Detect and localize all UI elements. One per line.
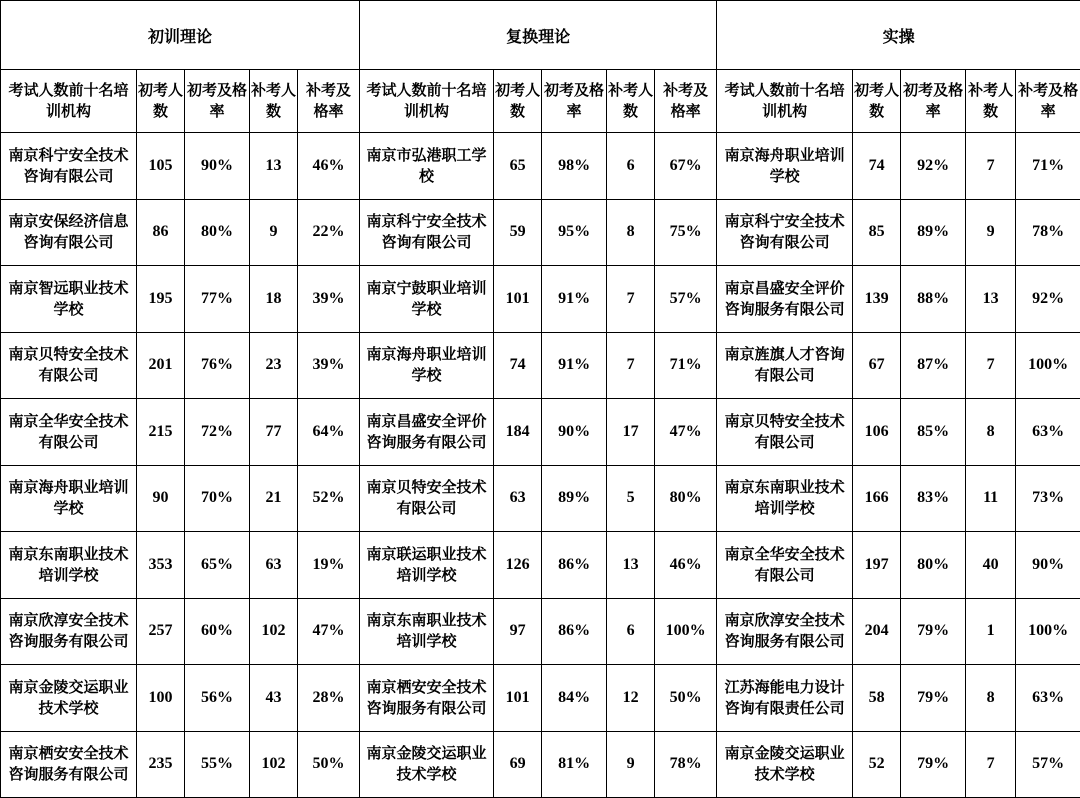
org-name-cell: 南京智远职业技术学校 <box>1 266 137 333</box>
first-count-cell: 74 <box>494 332 542 399</box>
first-rate-cell: 81% <box>542 731 607 798</box>
retake-count-cell: 13 <box>607 532 655 599</box>
retake-rate-cell: 75% <box>655 199 717 266</box>
org-name-cell: 南京全华安全技术有限公司 <box>717 532 853 599</box>
retake-rate-cell: 78% <box>655 731 717 798</box>
retake-count-cell: 43 <box>250 665 298 732</box>
retake-rate-cell: 50% <box>655 665 717 732</box>
org-name-cell: 南京金陵交运职业技术学校 <box>360 731 494 798</box>
column-header-retake-count: 补考人数 <box>250 70 298 133</box>
column-header-retake-rate: 补考及格率 <box>1016 70 1080 133</box>
retake-count-cell: 5 <box>607 465 655 532</box>
org-name-cell: 南京贝特安全技术有限公司 <box>360 465 494 532</box>
first-count-cell: 90 <box>137 465 185 532</box>
retake-count-cell: 13 <box>250 133 298 200</box>
table-row <box>1 598 1080 665</box>
first-count-cell: 105 <box>137 133 185 200</box>
org-name-cell: 南京旌旗人才咨询有限公司 <box>717 332 853 399</box>
first-rate-cell: 60% <box>185 598 250 665</box>
table-row <box>1 665 1080 732</box>
org-name-cell: 南京海舟职业培训学校 <box>717 133 853 200</box>
first-rate-cell: 76% <box>185 332 250 399</box>
column-header-retake-rate: 补考及格率 <box>655 70 717 133</box>
column-header-retake-rate: 补考及格率 <box>298 70 360 133</box>
retake-rate-cell: 90% <box>1016 532 1080 599</box>
retake-count-cell: 8 <box>966 665 1016 732</box>
first-count-cell: 58 <box>853 665 901 732</box>
first-rate-cell: 89% <box>542 465 607 532</box>
org-name-cell: 南京金陵交运职业技术学校 <box>717 731 853 798</box>
column-header-first-count: 初考人数 <box>853 70 901 133</box>
first-rate-cell: 65% <box>185 532 250 599</box>
first-rate-cell: 70% <box>185 465 250 532</box>
retake-rate-cell: 57% <box>655 266 717 333</box>
retake-rate-cell: 57% <box>1016 731 1080 798</box>
table-row <box>1 266 1080 333</box>
retake-count-cell: 7 <box>607 266 655 333</box>
retake-rate-cell: 39% <box>298 332 360 399</box>
org-name-cell: 南京科宁安全技术咨询有限公司 <box>1 133 137 200</box>
first-count-cell: 69 <box>494 731 542 798</box>
retake-count-cell: 7 <box>607 332 655 399</box>
org-name-cell: 南京联运职业技术培训学校 <box>360 532 494 599</box>
first-count-cell: 235 <box>137 731 185 798</box>
first-count-cell: 100 <box>137 665 185 732</box>
org-name-cell: 南京欣淳安全技术咨询服务有限公司 <box>1 598 137 665</box>
first-count-cell: 215 <box>137 399 185 466</box>
first-count-cell: 201 <box>137 332 185 399</box>
retake-rate-cell: 52% <box>298 465 360 532</box>
org-name-cell: 南京科宁安全技术咨询有限公司 <box>717 199 853 266</box>
retake-rate-cell: 50% <box>298 731 360 798</box>
first-count-cell: 63 <box>494 465 542 532</box>
first-rate-cell: 91% <box>542 332 607 399</box>
retake-count-cell: 7 <box>966 731 1016 798</box>
org-name-cell: 南京海舟职业培训学校 <box>360 332 494 399</box>
retake-rate-cell: 64% <box>298 399 360 466</box>
table-row <box>1 532 1080 599</box>
org-name-cell: 南京昌盛安全评价咨询服务有限公司 <box>717 266 853 333</box>
first-count-cell: 197 <box>853 532 901 599</box>
first-rate-cell: 79% <box>901 731 966 798</box>
first-rate-cell: 85% <box>901 399 966 466</box>
first-count-cell: 166 <box>853 465 901 532</box>
retake-rate-cell: 63% <box>1016 665 1080 732</box>
first-rate-cell: 79% <box>901 665 966 732</box>
retake-count-cell: 12 <box>607 665 655 732</box>
retake-count-cell: 13 <box>966 266 1016 333</box>
retake-count-cell: 8 <box>966 399 1016 466</box>
first-rate-cell: 55% <box>185 731 250 798</box>
table-row <box>1 199 1080 266</box>
column-header-retake-count: 补考人数 <box>966 70 1016 133</box>
retake-count-cell: 23 <box>250 332 298 399</box>
org-name-cell: 南京海舟职业培训学校 <box>1 465 137 532</box>
first-count-cell: 97 <box>494 598 542 665</box>
retake-rate-cell: 28% <box>298 665 360 732</box>
group-header-renewal-theory: 复换理论 <box>360 1 717 70</box>
first-rate-cell: 86% <box>542 532 607 599</box>
retake-rate-cell: 78% <box>1016 199 1080 266</box>
first-count-cell: 65 <box>494 133 542 200</box>
first-count-cell: 101 <box>494 665 542 732</box>
first-rate-cell: 98% <box>542 133 607 200</box>
first-rate-cell: 56% <box>185 665 250 732</box>
org-name-cell: 南京金陵交运职业技术学校 <box>1 665 137 732</box>
org-name-cell: 南京东南职业技术培训学校 <box>717 465 853 532</box>
first-rate-cell: 79% <box>901 598 966 665</box>
retake-rate-cell: 63% <box>1016 399 1080 466</box>
column-header-retake-count: 补考人数 <box>607 70 655 133</box>
table-row <box>1 133 1080 200</box>
retake-count-cell: 40 <box>966 532 1016 599</box>
first-rate-cell: 80% <box>185 199 250 266</box>
retake-count-cell: 11 <box>966 465 1016 532</box>
first-count-cell: 126 <box>494 532 542 599</box>
first-rate-cell: 90% <box>185 133 250 200</box>
retake-rate-cell: 47% <box>298 598 360 665</box>
first-rate-cell: 72% <box>185 399 250 466</box>
retake-count-cell: 18 <box>250 266 298 333</box>
column-header-first-rate: 初考及格率 <box>542 70 607 133</box>
first-rate-cell: 91% <box>542 266 607 333</box>
first-count-cell: 74 <box>853 133 901 200</box>
retake-rate-cell: 71% <box>1016 133 1080 200</box>
retake-rate-cell: 92% <box>1016 266 1080 333</box>
org-name-cell: 南京宁鼓职业培训学校 <box>360 266 494 333</box>
first-rate-cell: 83% <box>901 465 966 532</box>
first-count-cell: 204 <box>853 598 901 665</box>
org-name-cell: 南京贝特安全技术有限公司 <box>1 332 137 399</box>
org-name-cell: 南京全华安全技术有限公司 <box>1 399 137 466</box>
table-row <box>1 399 1080 466</box>
column-header-first-rate: 初考及格率 <box>185 70 250 133</box>
org-name-cell: 南京市弘港职工学校 <box>360 133 494 200</box>
retake-count-cell: 63 <box>250 532 298 599</box>
retake-count-cell: 8 <box>607 199 655 266</box>
retake-rate-cell: 73% <box>1016 465 1080 532</box>
retake-count-cell: 9 <box>966 199 1016 266</box>
org-name-cell: 南京昌盛安全评价咨询服务有限公司 <box>360 399 494 466</box>
first-rate-cell: 86% <box>542 598 607 665</box>
first-count-cell: 184 <box>494 399 542 466</box>
first-rate-cell: 77% <box>185 266 250 333</box>
first-rate-cell: 90% <box>542 399 607 466</box>
group-header-row <box>1 1 1080 70</box>
org-name-cell: 南京栖安安全技术咨询服务有限公司 <box>360 665 494 732</box>
retake-count-cell: 7 <box>966 332 1016 399</box>
retake-rate-cell: 39% <box>298 266 360 333</box>
table-row <box>1 731 1080 798</box>
column-header-org: 考试人数前十名培训机构 <box>1 70 137 133</box>
table-body <box>1 133 1080 798</box>
first-count-cell: 257 <box>137 598 185 665</box>
group-header-initial-theory: 初训理论 <box>1 1 360 70</box>
org-name-cell: 南京贝特安全技术有限公司 <box>717 399 853 466</box>
first-count-cell: 106 <box>853 399 901 466</box>
org-name-cell: 南京栖安安全技术咨询服务有限公司 <box>1 731 137 798</box>
first-count-cell: 86 <box>137 199 185 266</box>
column-header-first-rate: 初考及格率 <box>901 70 966 133</box>
retake-rate-cell: 100% <box>655 598 717 665</box>
retake-count-cell: 9 <box>250 199 298 266</box>
first-rate-cell: 89% <box>901 199 966 266</box>
org-name-cell: 南京东南职业技术培训学校 <box>360 598 494 665</box>
table-row <box>1 332 1080 399</box>
retake-count-cell: 77 <box>250 399 298 466</box>
first-rate-cell: 87% <box>901 332 966 399</box>
first-rate-cell: 88% <box>901 266 966 333</box>
first-count-cell: 67 <box>853 332 901 399</box>
retake-rate-cell: 100% <box>1016 598 1080 665</box>
retake-rate-cell: 46% <box>655 532 717 599</box>
retake-count-cell: 1 <box>966 598 1016 665</box>
retake-rate-cell: 19% <box>298 532 360 599</box>
column-header-row <box>1 70 1080 133</box>
retake-rate-cell: 100% <box>1016 332 1080 399</box>
retake-count-cell: 6 <box>607 133 655 200</box>
retake-count-cell: 7 <box>966 133 1016 200</box>
column-header-first-count: 初考人数 <box>137 70 185 133</box>
first-count-cell: 85 <box>853 199 901 266</box>
group-header-practical: 实操 <box>717 1 1080 70</box>
first-rate-cell: 92% <box>901 133 966 200</box>
first-count-cell: 59 <box>494 199 542 266</box>
first-count-cell: 52 <box>853 731 901 798</box>
first-count-cell: 139 <box>853 266 901 333</box>
org-name-cell: 南京科宁安全技术咨询有限公司 <box>360 199 494 266</box>
retake-count-cell: 21 <box>250 465 298 532</box>
retake-count-cell: 102 <box>250 731 298 798</box>
column-header-first-count: 初考人数 <box>494 70 542 133</box>
first-rate-cell: 80% <box>901 532 966 599</box>
org-name-cell: 江苏海能电力设计咨询有限责任公司 <box>717 665 853 732</box>
column-header-org: 考试人数前十名培训机构 <box>717 70 853 133</box>
retake-count-cell: 9 <box>607 731 655 798</box>
first-rate-cell: 95% <box>542 199 607 266</box>
retake-count-cell: 17 <box>607 399 655 466</box>
retake-rate-cell: 67% <box>655 133 717 200</box>
table-row <box>1 465 1080 532</box>
retake-rate-cell: 80% <box>655 465 717 532</box>
first-count-cell: 101 <box>494 266 542 333</box>
retake-count-cell: 102 <box>250 598 298 665</box>
retake-rate-cell: 22% <box>298 199 360 266</box>
retake-rate-cell: 71% <box>655 332 717 399</box>
retake-rate-cell: 47% <box>655 399 717 466</box>
column-header-org: 考试人数前十名培训机构 <box>360 70 494 133</box>
first-count-cell: 353 <box>137 532 185 599</box>
retake-rate-cell: 46% <box>298 133 360 200</box>
first-rate-cell: 84% <box>542 665 607 732</box>
first-count-cell: 195 <box>137 266 185 333</box>
org-name-cell: 南京欣淳安全技术咨询服务有限公司 <box>717 598 853 665</box>
org-name-cell: 南京东南职业技术培训学校 <box>1 532 137 599</box>
org-name-cell: 南京安保经济信息咨询有限公司 <box>1 199 137 266</box>
retake-count-cell: 6 <box>607 598 655 665</box>
